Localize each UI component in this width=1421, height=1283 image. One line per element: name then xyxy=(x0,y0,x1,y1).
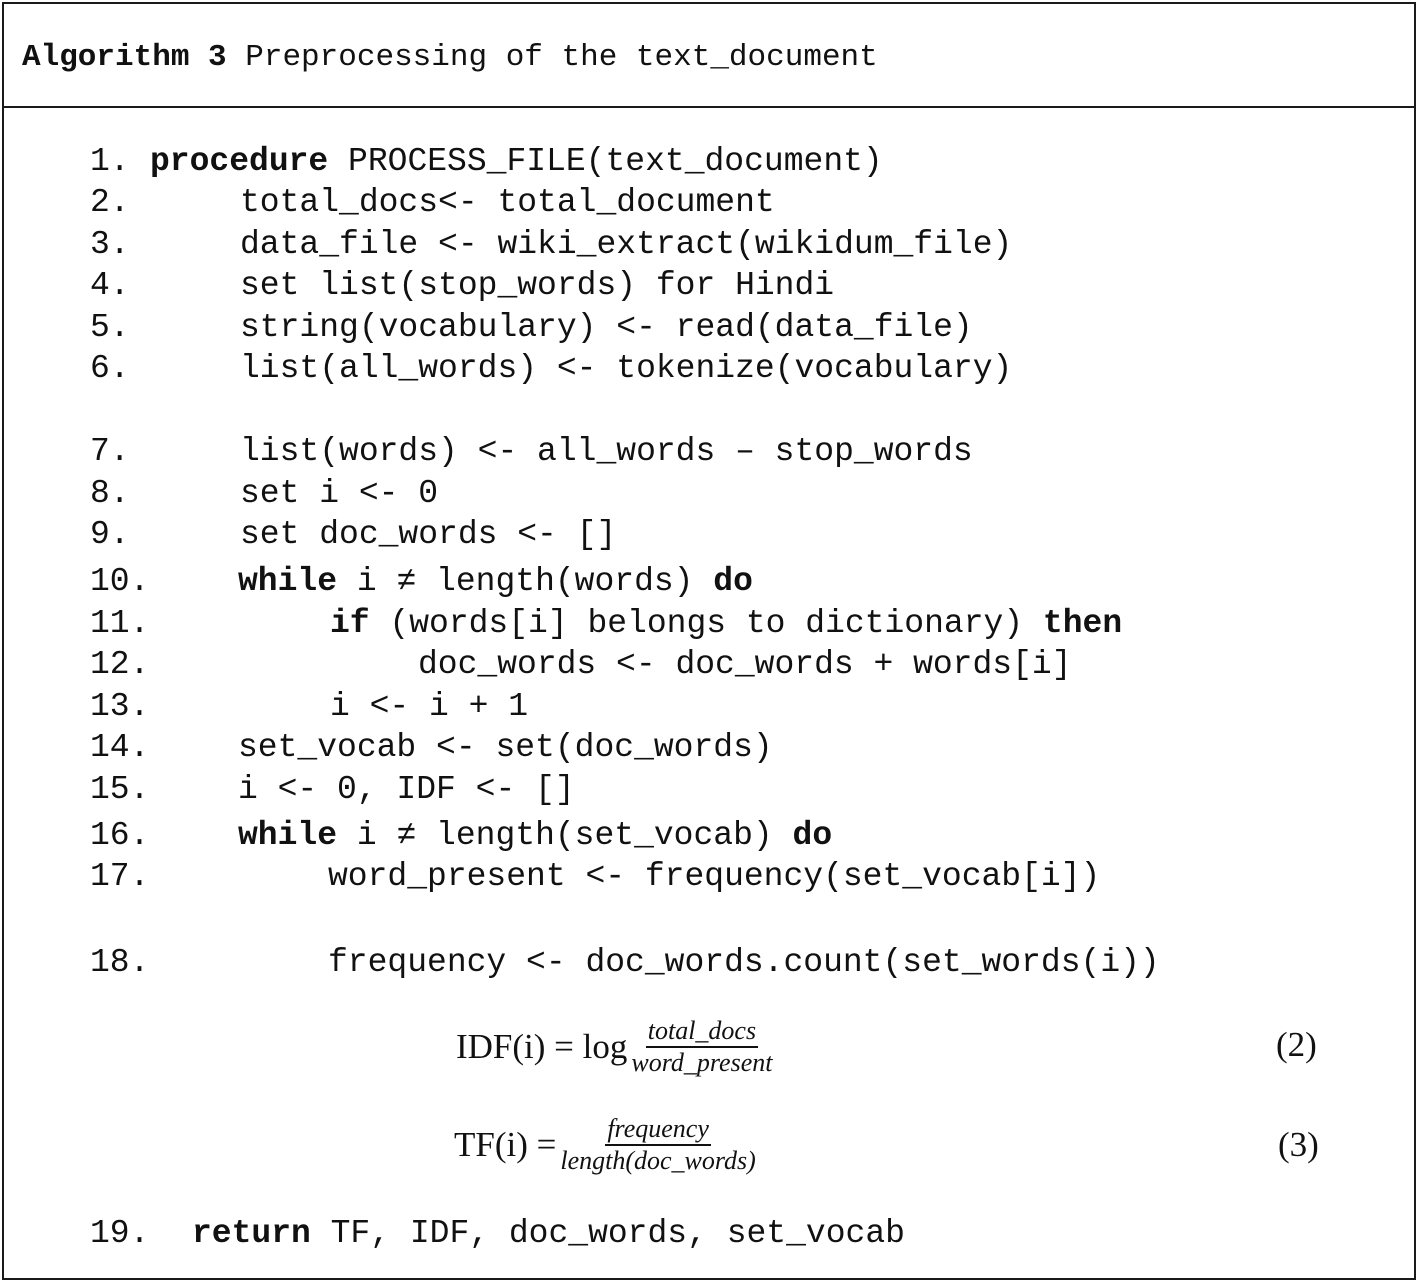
code-text: data_file <- wiki_extract(wikidum_file) xyxy=(240,226,1013,263)
line-code xyxy=(150,142,883,182)
algorithm-title: Preprocessing of the text_document xyxy=(245,40,878,75)
line-number: 18. xyxy=(90,944,150,981)
line-number: 12. xyxy=(90,646,150,683)
code-text: frequency <- doc_words.count(set_words(i)) xyxy=(328,944,1160,981)
line-code xyxy=(238,770,575,810)
idf-lhs: IDF(i) = log xyxy=(456,1027,628,1066)
code-text: i <- 0, IDF <- [] xyxy=(238,771,575,808)
line-code xyxy=(240,308,973,348)
line-number: 13. xyxy=(90,688,150,725)
tf-numerator: frequency xyxy=(605,1114,711,1146)
line-code xyxy=(330,604,1122,644)
code-text: i <- i + 1 xyxy=(330,688,529,725)
line-number: 6. xyxy=(90,350,130,387)
line-code xyxy=(240,515,616,555)
code-text: PROCESS_FILE(text_document) xyxy=(328,143,883,180)
line-number: 10. xyxy=(90,563,150,600)
code-text: word_present <- frequency(set_vocab[i]) xyxy=(328,858,1101,895)
line-number: 11. xyxy=(90,605,150,642)
code-text: set list(stop_words) for Hindi xyxy=(240,267,835,304)
line-code xyxy=(240,225,1012,265)
line-number: 5. xyxy=(90,309,130,346)
line-code xyxy=(240,432,973,472)
code-text: TF, IDF, doc_words, set_vocab xyxy=(310,1215,905,1252)
line-code xyxy=(238,728,773,768)
keyword: do xyxy=(792,817,833,854)
code-text: (words[i] belongs to dictionary) xyxy=(369,605,1043,642)
line-code xyxy=(240,183,775,223)
line-code xyxy=(240,474,438,514)
line-code xyxy=(418,645,1072,685)
line-code xyxy=(238,562,753,602)
line-number: 7. xyxy=(90,433,130,470)
line-number: 3. xyxy=(90,226,130,263)
code-text: string(vocabulary) <- read(data_file) xyxy=(240,309,973,346)
line-number: 19. xyxy=(90,1215,150,1252)
code-text: i ≠ length(set_vocab) xyxy=(337,817,793,854)
code-text: total_docs<- total_document xyxy=(240,184,775,221)
line-number: 17. xyxy=(90,858,150,895)
line-code xyxy=(330,687,528,727)
line-number: 4. xyxy=(90,267,130,304)
line-code xyxy=(328,857,1100,897)
equation-number-3: (3) xyxy=(1278,1125,1319,1164)
code-text: set i <- 0 xyxy=(240,475,439,512)
tf-equation xyxy=(454,1114,758,1176)
algorithm-caption xyxy=(4,4,1414,108)
code-text: set doc_words <- [] xyxy=(240,516,617,553)
line-number: 9. xyxy=(90,516,130,553)
line-number: 8. xyxy=(90,475,130,512)
line-code xyxy=(238,816,832,856)
keyword: while xyxy=(238,563,338,600)
code-text: doc_words <- doc_words + words[i] xyxy=(418,646,1072,683)
line-number: 2. xyxy=(90,184,130,221)
tf-lhs: TF(i) = xyxy=(454,1125,557,1164)
keyword: do xyxy=(713,563,753,600)
line-code xyxy=(328,943,1160,983)
keyword: return xyxy=(192,1215,311,1252)
tf-fraction xyxy=(558,1114,757,1176)
idf-denominator: word_present xyxy=(631,1048,773,1077)
line-number: 16. xyxy=(90,817,150,854)
line-number: 1. xyxy=(90,143,130,180)
keyword: if xyxy=(330,605,370,642)
tf-denominator: length(doc_words) xyxy=(560,1146,756,1175)
algorithm-box xyxy=(2,2,1416,1280)
code-text: list(words) <- all_words – stop_words xyxy=(240,433,973,470)
keyword: while xyxy=(238,817,338,854)
code-text: list(all_words) <- tokenize(vocabulary) xyxy=(240,350,1013,387)
code-text: i ≠ length(words) xyxy=(337,563,714,600)
idf-numerator: total_docs xyxy=(646,1016,758,1048)
line-code xyxy=(240,349,1012,389)
idf-equation xyxy=(456,1016,774,1078)
line-number: 15. xyxy=(90,771,150,808)
equation-number-2: (2) xyxy=(1276,1025,1317,1064)
line-number: 14. xyxy=(90,729,150,766)
code-text: set_vocab <- set(doc_words) xyxy=(238,729,773,766)
keyword: procedure xyxy=(150,143,329,180)
keyword: then xyxy=(1042,605,1123,642)
algorithm-label: Algorithm 3 xyxy=(22,40,227,75)
line-code xyxy=(240,266,834,306)
idf-fraction xyxy=(629,1016,774,1078)
line-code xyxy=(192,1214,905,1254)
